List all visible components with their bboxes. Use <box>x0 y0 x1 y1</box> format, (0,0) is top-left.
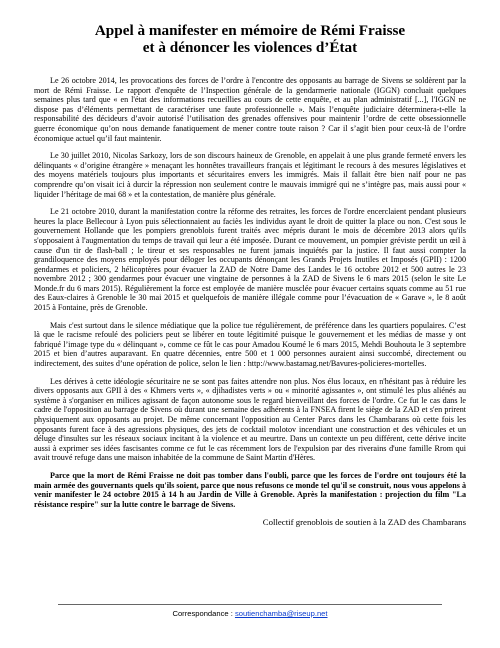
footer <box>0 604 500 618</box>
call-to-action-paragraph: Parce que la mort de Rémi Fraisse ne doit pas tomber dans l'oubli, parce que les forces de l'ordre ont toujours été la main armée des gouvernants quels qu'ils soient, parce que nous refusons ce monde tel qu'il se construit, nous vous appelons à venir manifester le 24 octobre 2015 à 14 h au Jardin de Ville à Grenoble. Après la manifestation : projection du film "La résistance respire" sur la lutte contre le barrage de Sivens. <box>34 470 466 509</box>
paragraph-1: Le 26 octobre 2014, les provocations des forces de l’ordre à l'encontre des opposants au barrage de Sivens se soldèrent par la mort de Rémi Fraisse. Le rapport d'enquête de l’Inspection générale de la gendarmerie nationale (IGGN) concluait quelques semaines plus tard que « en l'état des informations recueillies au cours de cette enquête, et au plan administratif [...], l'IGGN ne dispose pas d’éléments permettant de caractériser une faute professionnelle ». Mais l’enquête judiciaire déterminera-t-elle la responsabilité des décideurs d’avoir autorisé l’utilisation des grenades offensives pour maintenir l’ordre de cette obsessionnelle guerre économique qu’on nous demande fanatiquement de mener contre toute raison ? Car il s’agit bien pour ceux-là de l’ordre économique actuel qu’il faut maintenir. <box>34 76 466 143</box>
signature: Collectif grenoblois de soutien à la ZAD des Chambarans <box>262 517 466 528</box>
paragraph-2: Le 30 juillet 2010, Nicolas Sarkozy, lors de son discours haineux de Grenoble, en appelait à une plus grande fermeté envers les délinquants « d’origine étrangère » menaçant les honnêtes travailleurs français et légitimant le recours à des mesures législatives et des moyens matériels toujours plus importants et sécuritaires envers les immigrés. Mais il fallait être bien naïf pour ne pas comprendre qu’on visait ici à durcir la répression non seulement contre le mauvais immigré qui ne s’intègre pas, mais aussi pour « liquider l’héritage de mai 68 » et la contestation, de manière plus générale. <box>34 151 466 199</box>
title-line-2: et à dénoncer les violences d’État <box>142 39 358 56</box>
body-text <box>34 76 466 509</box>
paragraph-5: Les dérives à cette idéologie sécuritaire ne se sont pas faites attendre non plus. Nos élus locaux, en n'hésitant pas à réduire les divers opposants aux GPII à des « Khmers verts », « djihadistes verts » ou « minorité agissantes », ont stimulé les plus aliénés au système à s'organiser en milices agissant de façon autonome sous le regard bienveillant des forces de l'ordre. Ce fut le cas dans le cadre de l'opposition au barrage de Sivens où durant une semaine des adhérents à la FNSEA firent le siège de la ZAD et s'en prirent physiquement aux opposants au projet. De même concernant l'opposition au Center Parcs dans les Chambarans où cette fois les opposants furent face à des agressions physiques, des jets de cocktail molotov incendiant une construction et des véhicules et un déluge d'insultes sur les réseaux sociaux incitant à la violence et au meurtre. Dans un contexte un peu différent, cette dérive incite aussi à exprimer ses idées fascisantes comme ce fut le cas récemment lors de l'expulsion par des riverains d'une famille Rrom qui avait trouvé refuge dans une maison inhabitée de la commune de Saint Martin d'Hères. <box>34 376 466 463</box>
footer-divider <box>58 604 442 605</box>
document-title <box>34 22 466 56</box>
title-line-1: Appel à manifester en mémoire de Rémi Fraisse <box>94 22 406 39</box>
contact-email-link[interactable]: soutienchamba@riseup.net <box>234 609 328 618</box>
contact-line <box>172 609 327 618</box>
paragraph-4: Mais c'est surtout dans le silence médiatique que la police tue régulièrement, de préférence dans les quartiers populaires. C’est là que le racisme refoulé des policiers peut se libérer en toute légitimité puisque le gouvernement et les médias de masse y ont fabriqué l’image type du « délinquant », comme ce fût le cas pour Amadou Koumé le 6 mars 2015, Mehdi Bouhouta le 3 septembre 2015 et bien d’autres auparavant. En quatre décennies, entre 500 et 1 000 personnes auraient ainsi succombé, directement ou indirectement, des suites d’une opération de police, selon le lien : http://www.bastamag.net/Bavures-policieres-mortelles. <box>34 320 466 369</box>
paragraph-3: Le 21 octobre 2010, durant la manifestation contre la réforme des retraites, les forces de l'ordre encerclaient pendant plusieurs heures la place Bellecour à Lyon puis sélectionnaient au faciès les individus ayant le droit de quitter la place ou non. C'est sous le gouvernement Hollande que les pompiers grenoblois furent traités avec mépris durant le mois de décembre 2013 alors qu'ils s'opposaient à l'augmentation du temps de travail qui leur a été imposée. Durant ce mouvement, un pompier gréviste perdit un œil à cause d'un tir de flash-ball ; le tireur et ses responsables ne furent jamais inquiétés par la justice. Il faut aussi compter la grandiloquence des moyens employés pour déloger les occupants dénonçant les Grands Projets Inutiles et Imposés (GPII) : 1200 gendarmes et policiers, 2 hélicoptères pour évacuer la ZAD de Notre Dame des Landes le 16 octobre 2012 et 500 autres le 23 novembre 2012 ; 300 gendarmes pour évacuer une vingtaine de personnes à la ZAD de Sivens le 6 mars 2015 (selon le site Le Monde.fr du 6 mars 2015). Régulièrement la force est employée de manière musclée pour évacuer certains squats comme au 51 rue des Eaux-claires à Grenoble le 30 mai 2015 et quelquefois de manière illégale comme pour l’évacuation de « Garave », le 8 août 2015 à Fontaine, près de Grenoble. <box>34 207 466 313</box>
contact-label: Correspondance : <box>172 609 235 618</box>
